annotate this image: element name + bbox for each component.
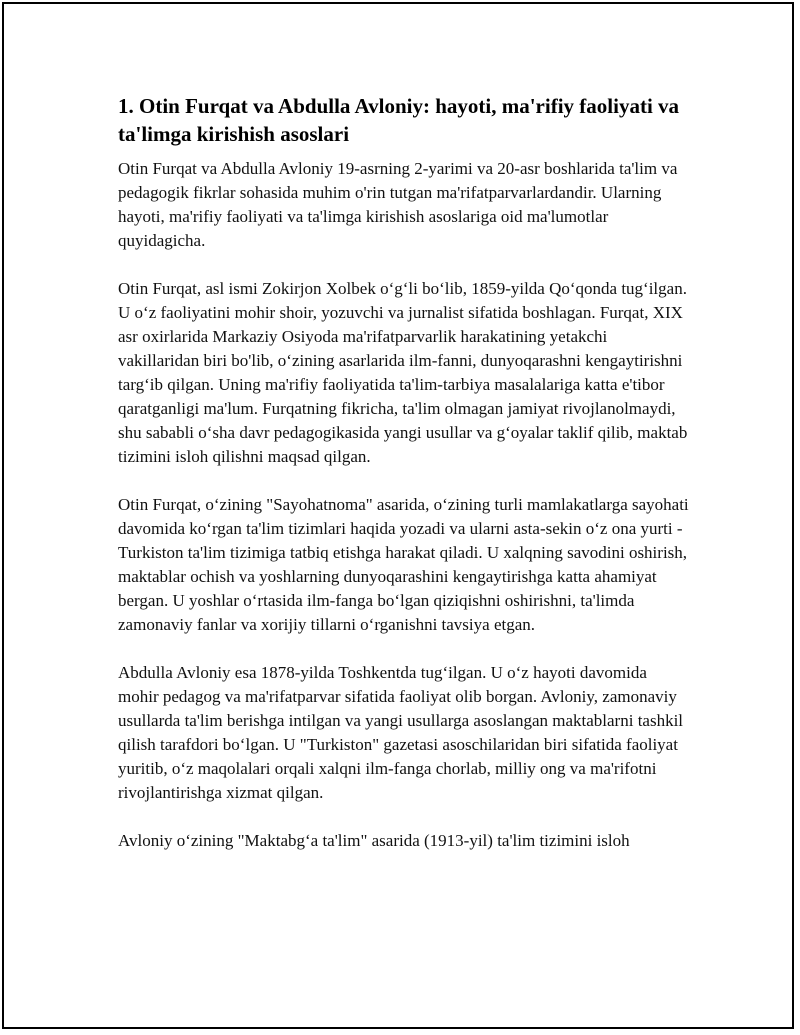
section-heading: 1. Otin Furqat va Abdulla Avloniy: hayoti, ma'rifiy faoliyati va ta'limga kirishish asoslari <box>118 94 680 146</box>
document-body <box>118 92 690 877</box>
paragraph-avloniy-maktab: Avloniy o‘zining "Maktabg‘a ta'lim" asarida (1913-yil) ta'lim tizimini isloh <box>118 831 630 850</box>
paragraph-intro: Otin Furqat va Abdulla Avloniy 19-asrning 2-yarimi va 20-asr boshlarida ta'lim va pedagogik fikrlar sohasida muhim o'rin tutgan ma'rifatparvarlardandir. Ularning hayoti, ma'rifiy faoliyati va ta'limga kirishish asoslariga oid ma'lumotlar quyidagicha. <box>118 159 678 250</box>
paragraph-furqat-biography: Otin Furqat, asl ismi Zokirjon Xolbek o‘g‘li bo‘lib, 1859-yilda Qo‘qonda tug‘ilgan. U o‘z faoliyatini mohir shoir, yozuvchi va jurnalist sifatida boshlagan. Furqat, XIX asr oxirlarida Markaziy Osiyoda ma'rifatparvarlik harakatining yetakchi vakillaridan biri bo'lib, o‘zining asarlarida ilm-fanni, dunyoqarashni kengaytirishni targ‘ib qilgan. Uning ma'rifiy faoliyatida ta'lim-tarbiya masalalariga katta e'tibor qaratganligi ma'lum. Furqatning fikricha, ta'lim olmagan jamiyat rivojlanolmaydi, shu sababli o‘sha davr pedagogikasida yangi usullar va g‘oyalar taklif qilib, maktab tizimini isloh qilishni maqsad qilgan. <box>118 279 688 466</box>
paragraph-furqat-sayohatnoma: Otin Furqat, o‘zining "Sayohatnoma" asarida, o‘zining turli mamlakatlarga sayohati davomida ko‘rgan ta'lim tizimlari haqida yozadi va ularni asta-sekin o‘z ona yurti - Turkiston ta'lim tizimiga tatbiq etishga harakat qiladi. U xalqning savodini oshirish, maktablar ochish va yoshlarning dunyoqarashini kengaytirishga katta ahamiyat bergan. U yoshlar o‘rtasida ilm-fanga bo‘lgan qiziqishni oshirishni, ta'limda zamonaviy fanlar va xorijiy tillarni o‘rganishni tavsiya etgan. <box>118 495 689 634</box>
paragraph-avloniy-biography: Abdulla Avloniy esa 1878-yilda Toshkentda tug‘ilgan. U o‘z hayoti davomida mohir pedagog va ma'rifatparvar sifatida faoliyat olib borgan. Avloniy, zamonaviy usullarda ta'lim berishga intilgan va yangi usullarga asoslangan maktablarni tashkil qilish tarafdori bo‘lgan. U "Turkiston" gazetasi asoschilaridan biri sifatida faoliyat yuritib, o‘z maqolalari orqali xalqni ilm-fanga chorlab, milliy ong va ma'rifotni rivojlantirishga xizmat qilgan. <box>118 663 684 802</box>
